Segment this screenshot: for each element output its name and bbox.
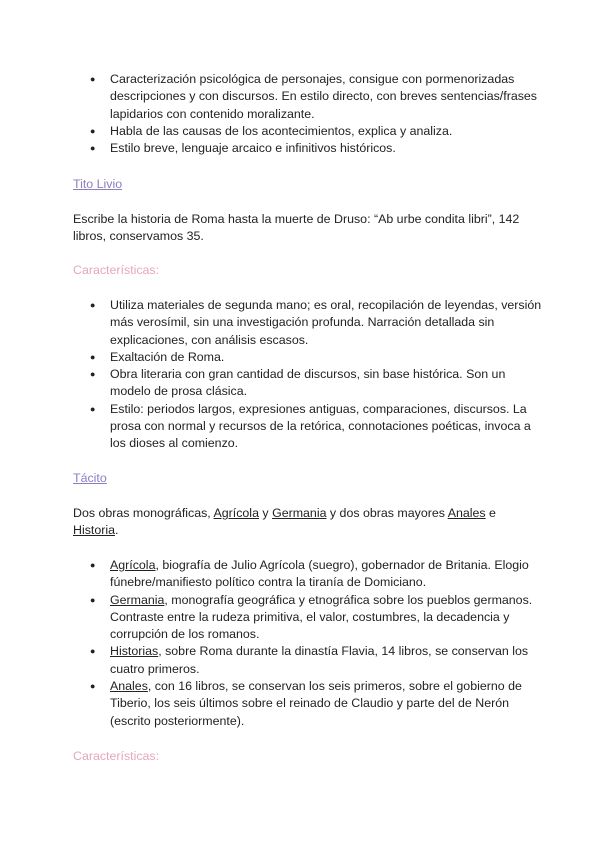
list-item <box>73 557 543 592</box>
list-item <box>73 643 543 678</box>
item-text: , con 16 libros, se conservan los seis primeros, sobre el gobierno de Tiberio, los seis últimos sobre el reinado de Claudio y parte del de Nerón (escrito posteriormente). <box>110 679 522 728</box>
list-item: ● Habla de las causas de los acontecimientos, explica y analiza. <box>73 123 543 140</box>
section-heading-tito-livio[interactable] <box>73 177 533 191</box>
list-item: ● Estilo breve, lenguaje arcaico e infinitivos históricos. <box>73 140 543 157</box>
item-text: , biografía de Julio Agrícola (suegro), gobernador de Britania. Elogio fúnebre/manifiesto político contra la tiranía de Domiciano. <box>110 558 529 590</box>
paragraph-tito-livio: Escribe la historia de Roma hasta la muerte de Druso: “Ab urbe condita libri”, 142 libros, conservamos 35. <box>73 212 520 244</box>
link-historia[interactable]: Historia <box>73 523 115 538</box>
list-item: ● Utiliza materiales de segunda mano; es oral, recopilación de leyendas, versión más verosímil, sin una investigación profunda. Narración detallada sin explicaciones, con análisis escasos. <box>73 297 543 349</box>
text: . <box>115 523 119 538</box>
list-item <box>73 592 543 644</box>
subheading-caracteristicas: Características: <box>73 263 160 277</box>
item-text: , sobre Roma durante la dinastía Flavia, 14 libros, se conservan los cuatro primeros. <box>110 644 529 676</box>
term-germania[interactable]: Germania <box>110 592 165 607</box>
heading-link[interactable]: Tácito <box>73 471 107 485</box>
term-historias[interactable]: Historias <box>110 644 159 659</box>
text: y <box>258 506 273 520</box>
list-item: ● Caracterización psicológica de personajes, consigue con pormenorizadas descripciones y con discursos. En estilo directo, con breves sentencias/frases lapidarios con contenido moralizante. <box>73 71 543 123</box>
paragraph-tacito <box>73 505 543 540</box>
term-anales[interactable]: Anales <box>110 679 148 694</box>
link-germania[interactable]: Germania <box>272 506 327 520</box>
term-agricola[interactable]: Agrícola <box>110 558 156 572</box>
section-heading-tacito[interactable] <box>73 471 533 485</box>
bullet-list-tito <box>73 297 543 453</box>
text: e <box>485 506 496 520</box>
heading-link[interactable]: Tito Livio <box>73 177 123 191</box>
list-item <box>73 678 543 730</box>
list-item: ● Exaltación de Roma. <box>73 349 543 366</box>
item-text: , monografía geográfica y etnográfica sobre los pueblos germanos. Contraste entre la rudeza primitiva, el valor, costumbres, la decadencia y corrupción de los romanos. <box>110 592 533 642</box>
list-item: ● Obra literaria con gran cantidad de discursos, sin base histórica. Son un modelo de prosa clásica. <box>73 366 543 401</box>
link-anales[interactable]: Anales <box>447 506 486 520</box>
bullet-list-intro <box>73 71 543 157</box>
text: y dos obras mayores <box>326 506 448 520</box>
list-item: ● Estilo: periodos largos, expresiones antiguas, comparaciones, discursos. La prosa con normal y recursos de la retórica, connotaciones poéticas, invoca a los dioses al comienzo. <box>73 401 543 453</box>
link-agricola[interactable]: Agrícola <box>213 506 259 520</box>
subheading-caracteristicas-tacito: Características: <box>73 749 160 763</box>
text: Dos obras monográficas, <box>73 506 214 520</box>
bullet-list-tacito <box>73 557 543 730</box>
